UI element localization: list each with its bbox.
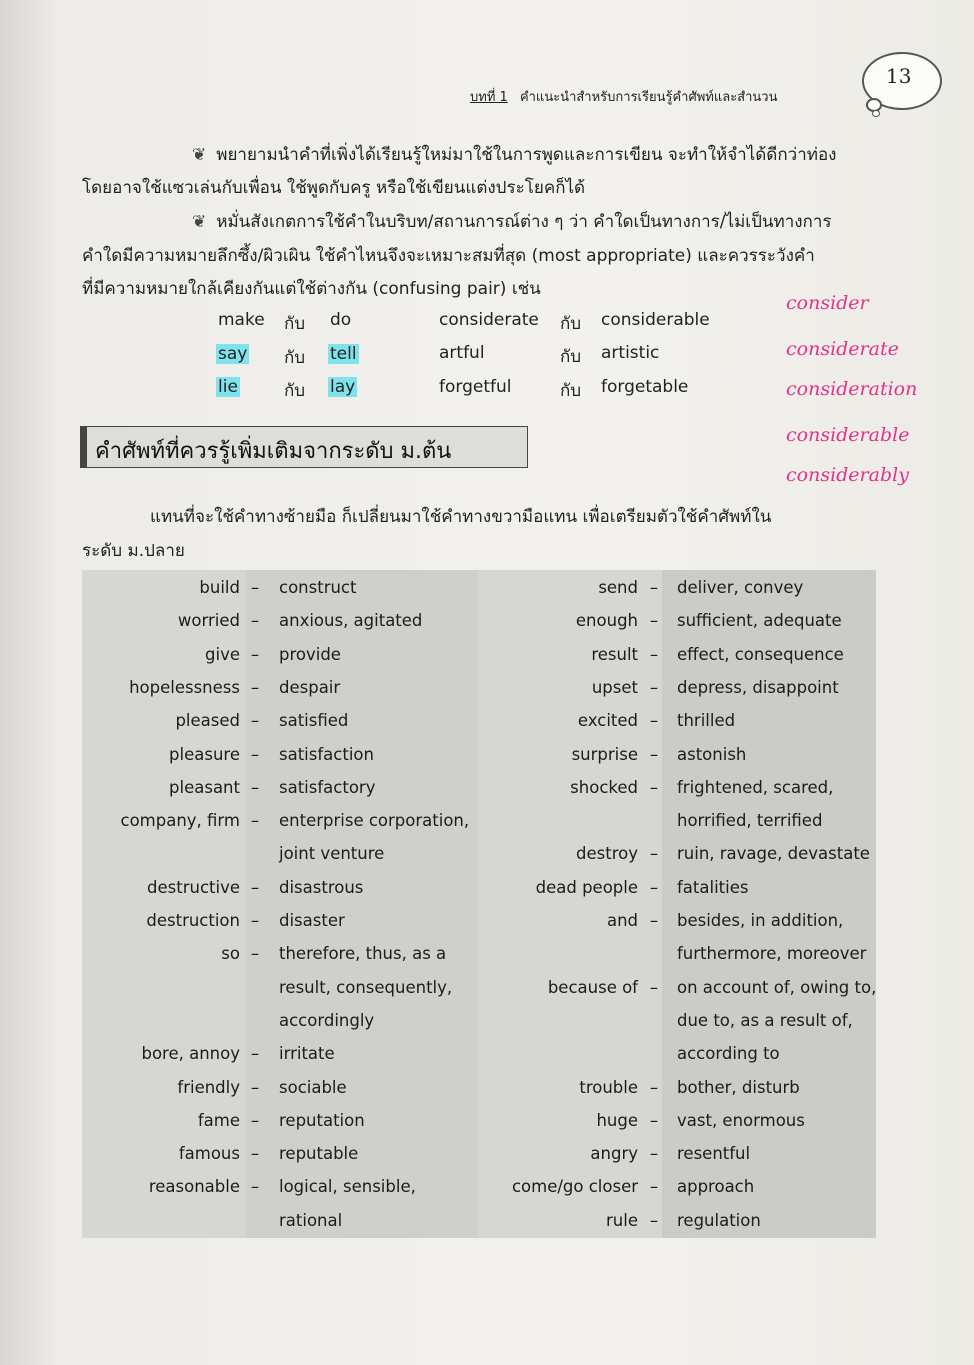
pair-left-3-a: lie — [218, 377, 238, 397]
pair-connector: กับ — [560, 381, 582, 401]
vocab-dash: – — [649, 877, 659, 897]
vocab-word: upset — [591, 677, 638, 697]
vocab-alternative: resentful — [677, 1144, 751, 1164]
vocab-dash: – — [250, 877, 260, 897]
vocab-alternative: irritate — [279, 1044, 335, 1064]
pair-right-1-a: considerate — [439, 310, 539, 330]
vocab-alternative: astonish — [677, 744, 747, 764]
tip-2-line-3: ที่มีความหมายใกล้เคียงกันแต่ใช้ต่างกัน (confusing pair) เช่น — [82, 279, 541, 299]
handwritten-note: consider — [786, 292, 869, 314]
vocab-alternative: besides, in addition, — [677, 911, 844, 930]
vocab-dash: – — [250, 677, 260, 697]
pair-left-3-b: lay — [330, 377, 356, 397]
vocab-dash: – — [250, 644, 260, 664]
vocab-dash: – — [250, 578, 260, 597]
vocab-word: pleasant — [169, 777, 240, 797]
vocab-word: dead people — [535, 877, 638, 897]
vocab-alternative: sufficient, adequate — [677, 611, 842, 631]
handwritten-note: considerably — [786, 464, 909, 486]
vocab-alternative: horrified, terrified — [677, 811, 823, 831]
pair-right-1-b: considerable — [601, 310, 710, 330]
vocab-word: enough — [575, 611, 638, 631]
pair-right-2-a: artful — [439, 343, 485, 363]
pair-connector: กับ — [284, 381, 306, 401]
vocab-alternative: anxious, agitated — [279, 611, 423, 631]
vocab-alternative: deliver, convey — [677, 578, 804, 597]
vocab-alternative: result, consequently, — [279, 977, 453, 997]
vocab-word: destructive — [147, 877, 240, 897]
pair-left-1-b: do — [330, 310, 352, 330]
vocab-alternative: approach — [677, 1177, 755, 1197]
vocab-word: destroy — [576, 844, 638, 864]
vocab-table-right-alt-column — [662, 570, 876, 1238]
vocab-word: angry — [590, 1144, 638, 1164]
handwritten-note: consideration — [786, 378, 918, 400]
bubble-tail-small — [872, 110, 880, 117]
vocab-word: worried — [177, 611, 240, 631]
vocab-dash: – — [250, 744, 260, 764]
vocab-dash: – — [649, 977, 659, 997]
vocab-dash: – — [649, 611, 659, 631]
vocab-word: build — [199, 578, 240, 597]
pair-right-2-b: artistic — [601, 343, 660, 363]
pair-left-2-a: say — [218, 344, 248, 364]
vocab-word: so — [221, 944, 240, 964]
pair-right-3-b: forgetable — [601, 377, 689, 397]
vocab-alternative: due to, as a result of, — [677, 1010, 853, 1030]
vocab-word: famous — [178, 1144, 240, 1164]
vocab-dash: – — [250, 711, 260, 731]
vocab-word: trouble — [579, 1077, 638, 1097]
tip-2-line-1: ❦ หมั่นสังเกตการใช้คำในบริบท/สถานการณ์ต่าง ๆ ว่า คำใดเป็นทางการ/ไม่เป็นทางการ — [192, 212, 832, 232]
vocab-word: hopelessness — [129, 677, 240, 697]
vocab-word: huge — [596, 1110, 638, 1130]
pair-connector: กับ — [284, 314, 306, 334]
vocab-alternative: enterprise corporation, — [279, 811, 470, 831]
vocab-dash: – — [250, 1144, 260, 1164]
vocab-dash: – — [649, 1177, 659, 1197]
vocab-table-left-alt-column — [246, 570, 478, 1238]
vocab-word: bore, annoy — [141, 1044, 240, 1064]
vocab-dash: – — [250, 1044, 260, 1064]
leaf-bullet-icon: ❦ — [192, 212, 207, 232]
section-title: คำศัพท์ที่ควรรู้เพิ่มเติมจากระดับ ม.ต้น — [95, 439, 452, 464]
vocab-alternative: reputable — [279, 1144, 359, 1164]
pair-connector: กับ — [560, 347, 582, 367]
vocab-dash: – — [649, 844, 659, 864]
vocab-word: excited — [577, 711, 638, 731]
vocab-word: rule — [606, 1210, 638, 1230]
vocab-dash: – — [250, 911, 260, 930]
vocab-alternative: according to — [677, 1044, 780, 1064]
handwritten-note: considerate — [786, 338, 899, 360]
chapter-label: บทที่ 1 — [470, 90, 508, 105]
vocab-word: pleased — [175, 711, 240, 731]
leaf-bullet-icon: ❦ — [192, 145, 207, 165]
vocab-alternative: joint venture — [279, 844, 385, 864]
vocab-dash: – — [250, 777, 260, 797]
vocab-dash: – — [250, 611, 260, 631]
vocab-alternative: provide — [279, 644, 341, 664]
vocab-word: friendly — [177, 1077, 240, 1097]
vocab-dash: – — [649, 1077, 659, 1097]
vocab-dash: – — [649, 1210, 659, 1230]
vocab-word: destruction — [146, 911, 240, 930]
vocab-alternative: frightened, scared, — [677, 777, 834, 797]
vocab-alternative: thrilled — [677, 711, 736, 731]
tip-1-line-1: ❦ พยายามนำคำที่เพิ่งได้เรียนรู้ใหม่มาใช้ในการพูดและการเขียน จะทำให้จำได้ดีกว่าท่อง — [192, 145, 837, 165]
section-intro-line-2: ระดับ ม.ปลาย — [82, 541, 185, 561]
vocab-dash: – — [649, 1110, 659, 1130]
vocab-alternative: vast, enormous — [677, 1110, 805, 1130]
vocab-word: because of — [547, 977, 638, 997]
vocab-dash: – — [649, 677, 659, 697]
vocab-word: shocked — [570, 777, 638, 797]
vocab-alternative: rational — [279, 1210, 343, 1230]
vocab-dash: – — [649, 744, 659, 764]
vocab-word: send — [598, 578, 638, 597]
vocab-word: come/go closer — [511, 1177, 638, 1197]
vocab-dash: – — [649, 911, 659, 930]
vocab-dash: – — [649, 777, 659, 797]
vocab-dash: – — [649, 644, 659, 664]
vocab-dash: – — [250, 1077, 260, 1097]
vocab-alternative: depress, disappoint — [677, 677, 839, 697]
vocab-alternative: construct — [279, 578, 357, 597]
vocab-word: pleasure — [169, 744, 240, 764]
vocab-alternative: despair — [279, 677, 341, 697]
vocab-word: reasonable — [148, 1177, 240, 1197]
vocab-word: company, firm — [120, 811, 240, 831]
pair-connector: กับ — [560, 314, 582, 334]
vocab-alternative: logical, sensible, — [279, 1177, 416, 1197]
vocab-word: result — [591, 644, 638, 664]
vocab-alternative: effect, consequence — [677, 644, 844, 664]
vocab-dash: – — [649, 711, 659, 731]
vocab-alternative: furthermore, moreover — [677, 944, 867, 964]
tip-2-line-2: คำใดมีความหมายลึกซึ้ง/ผิวเผิน ใช้คำไหนจึงจะเหมาะสมที่สุด (most appropriate) และควรระวังคำ — [82, 246, 815, 266]
vocab-dash: – — [250, 1177, 260, 1197]
vocab-word: fame — [197, 1110, 240, 1130]
vocab-alternative: fatalities — [677, 877, 749, 897]
vocab-alternative: disaster — [279, 911, 345, 930]
page-number: 13 — [886, 64, 912, 88]
vocab-alternative: on account of, owing to, — [677, 977, 877, 997]
vocab-dash: – — [649, 578, 659, 597]
vocab-dash: – — [250, 811, 260, 831]
vocab-alternative: sociable — [279, 1077, 347, 1097]
vocab-word: give — [205, 644, 240, 664]
vocab-alternative: regulation — [677, 1210, 761, 1230]
section-header-box — [80, 426, 528, 468]
vocab-dash: – — [649, 1144, 659, 1164]
tip-1-line-2: โดยอาจใช้แซวเล่นกับเพื่อน ใช้พูดกับครู หรือใช้เขียนแต่งประโยคก็ได้ — [82, 178, 586, 198]
chapter-title: คำแนะนำสำหรับการเรียนรู้คำศัพท์และสำนวน — [519, 90, 778, 105]
vocab-word: surprise — [571, 744, 638, 764]
vocab-word: and — [606, 911, 638, 930]
vocab-alternative: disastrous — [279, 877, 364, 897]
vocab-dash: – — [250, 1110, 260, 1130]
running-header — [470, 86, 778, 107]
section-intro-line-1: แทนที่จะใช้คำทางซ้ายมือ ก็เปลี่ยนมาใช้คำทางขวามือแทน เพื่อเตรียมตัวใช้คำศัพท์ใน — [150, 507, 772, 527]
pair-right-3-a: forgetful — [439, 377, 512, 397]
handwritten-note: considerable — [786, 424, 910, 446]
pair-left-2-b: tell — [330, 344, 357, 364]
vocab-alternative: satisfactory — [279, 777, 376, 797]
vocab-alternative: satisfaction — [279, 744, 374, 764]
vocab-dash: – — [250, 944, 260, 964]
pair-left-1-a: make — [218, 310, 265, 330]
section-header-bar — [81, 427, 87, 467]
vocab-alternative: therefore, thus, as a — [279, 944, 447, 964]
vocab-alternative: bother, disturb — [677, 1077, 800, 1097]
vocab-alternative: reputation — [279, 1110, 365, 1130]
vocab-alternative: satisfied — [279, 711, 349, 731]
vocab-alternative: accordingly — [279, 1010, 375, 1030]
pair-connector: กับ — [284, 348, 306, 368]
vocab-alternative: ruin, ravage, devastate — [677, 844, 870, 864]
